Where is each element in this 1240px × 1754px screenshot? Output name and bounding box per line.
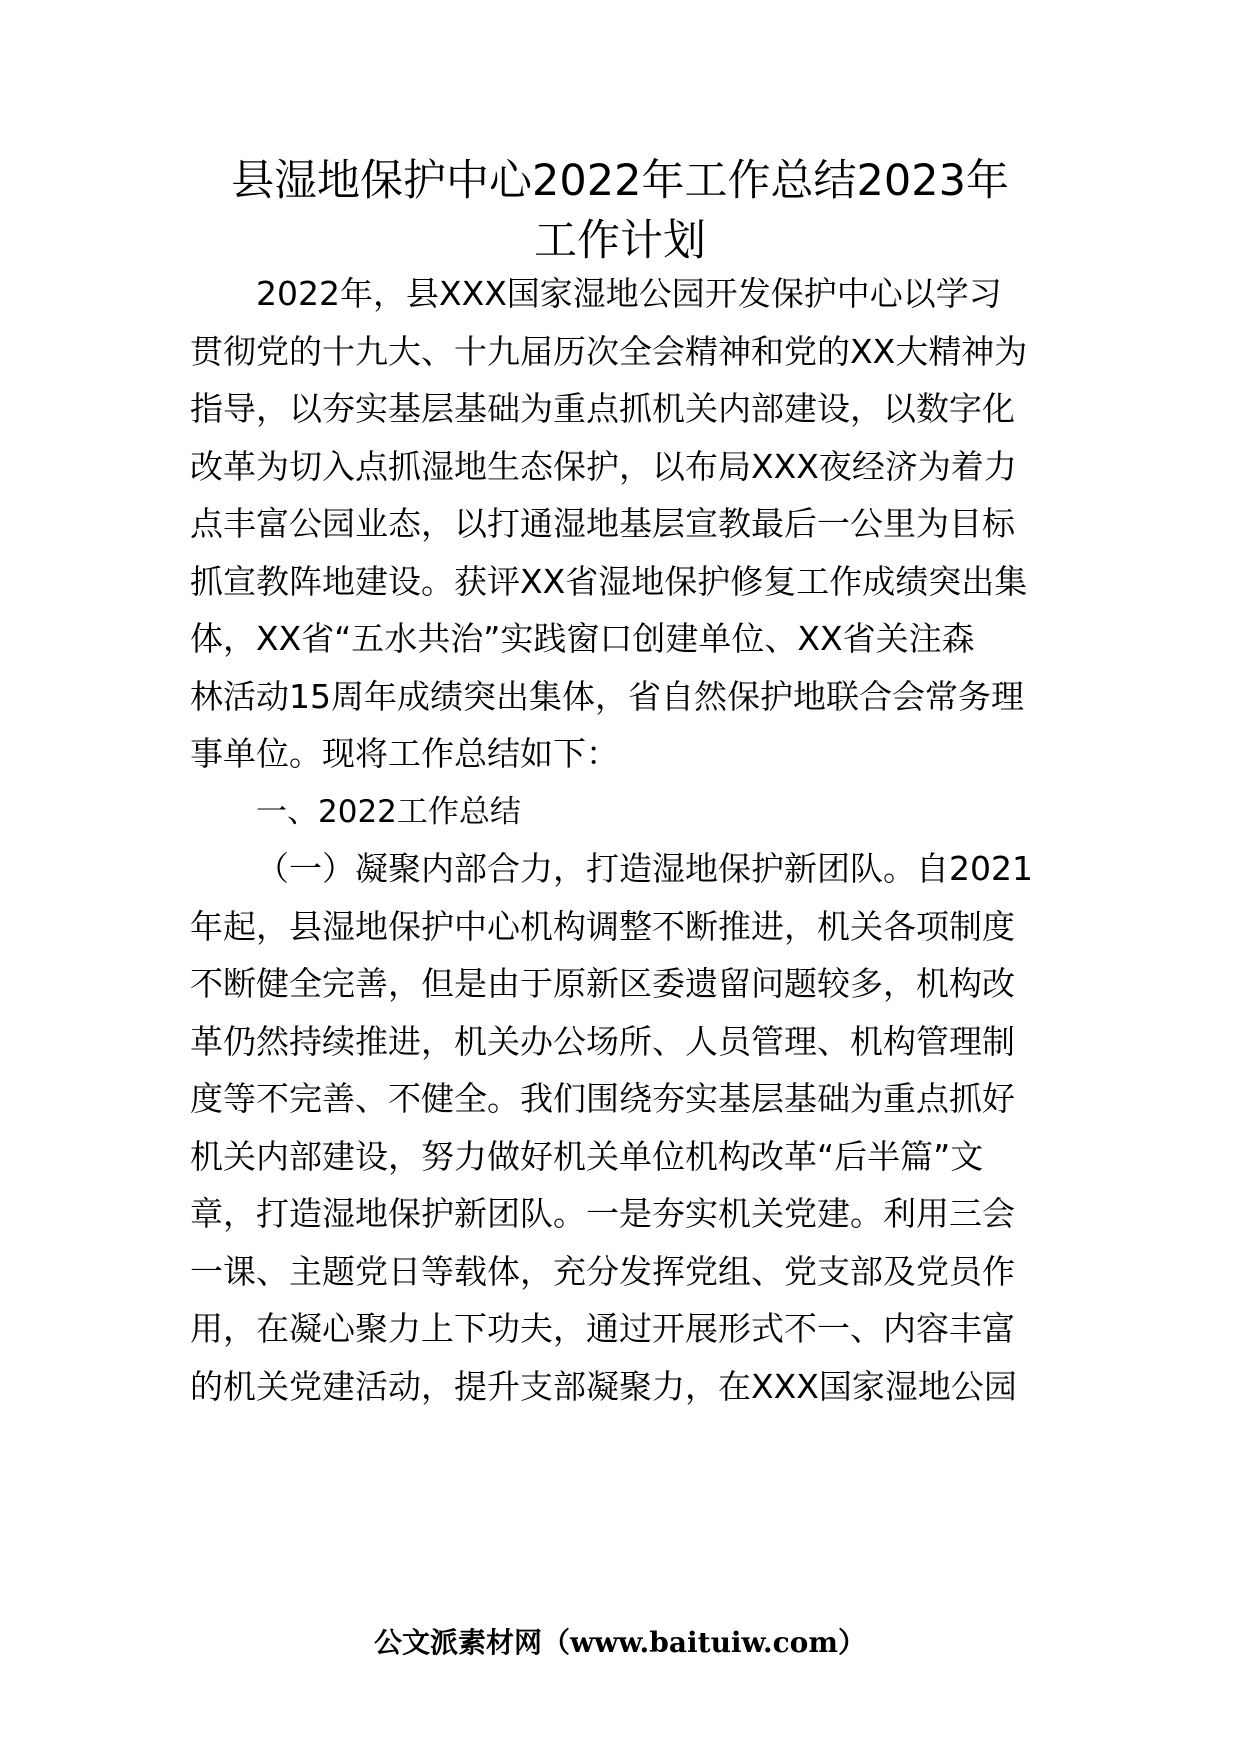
body-line: 机关内部建设，努力做好机关单位机构改革“后半篇”文 [190,1137,984,1176]
document-title-line-1: 县湿地保护中心2022年工作总结2023年 [231,156,1009,206]
body-line: 章，打造湿地保护新团队。一是夯实机关党建。利用三会 [190,1194,1015,1233]
body-line: （一）凝聚内部合力，打造湿地保护新团队。自2021 [256,849,1033,888]
body-line: 2022年，县XXX国家湿地公园开发保护中心以学习 [256,274,1002,313]
body-line: 改革为切入点抓湿地生态保护，以布局XXX夜经济为着力 [190,447,1017,486]
body-line: 用，在凝心聚力上下功夫，通过开展形式不一、内容丰富 [190,1309,1015,1348]
body-line: 不断健全完善，但是由于原新区委遗留问题较多，机构改 [190,964,1015,1003]
page-footer-watermark: 公文派素材网（www.baituiw.com） [374,1626,866,1659]
body-line: 度等不完善、不健全。我们围绕夯实基层基础为重点抓好 [190,1079,1015,1118]
body-line: 的机关党建活动，提升支部凝聚力，在XXX国家湿地公园 [190,1367,1017,1406]
body-line: 事单位。现将工作总结如下： [190,734,619,773]
body-line: 林活动15周年成绩突出集体，省自然保护地联合会常务理 [190,677,1024,716]
body-line: 年起，县湿地保护中心机构调整不断推进，机关各项制度 [190,907,1015,946]
body-line: 抓宣教阵地建设。获评XX省湿地保护修复工作成绩突出集 [190,562,1028,601]
document-title-line-2: 工作计划 [534,216,706,266]
body-line: 革仍然持续推进，机关办公场所、人员管理、机构管理制 [190,1022,1015,1061]
body-line: 体，XX省“五水共治”实践窗口创建单位、XX省关注森 [190,619,975,658]
section-heading: 一、2022工作总结 [256,794,521,830]
body-line: 点丰富公园业态，以打通湿地基层宣教最后一公里为目标 [190,504,1015,543]
body-line: 一课、主题党日等载体，充分发挥党组、党支部及党员作 [190,1252,1015,1291]
body-line: 贯彻党的十九大、十九届历次全会精神和党的XX大精神为 [190,332,1028,371]
body-line: 指导，以夯实基层基础为重点抓机关内部建设，以数字化 [190,389,1015,428]
